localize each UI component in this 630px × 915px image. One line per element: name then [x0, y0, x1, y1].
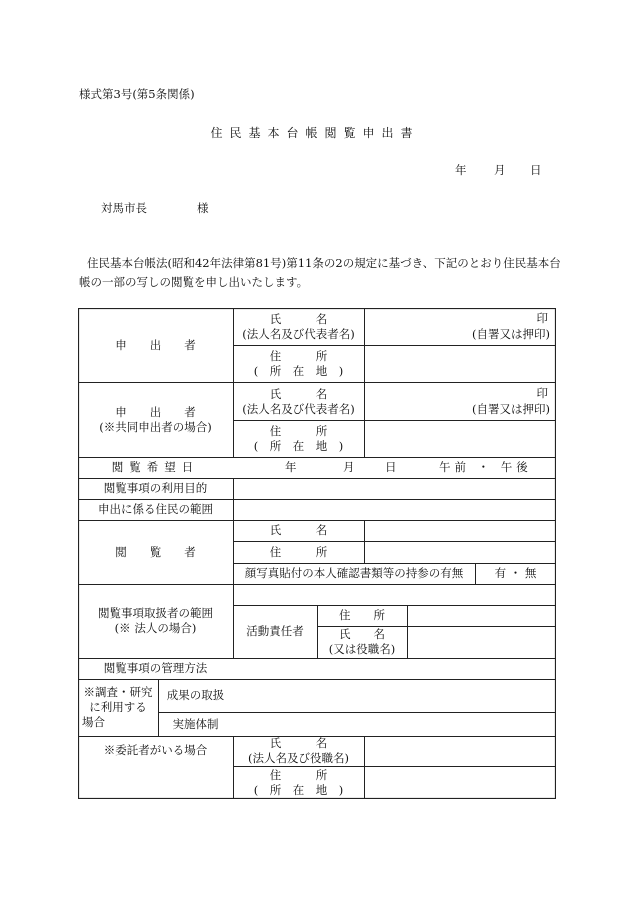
applicant-location-label: ( 所 在 地 )	[253, 363, 344, 378]
activity-manager-address-label: 住 所	[339, 608, 385, 622]
contractor-address-field[interactable]	[364, 766, 556, 799]
desired-date-month: 月	[343, 460, 355, 474]
co-applicant-header	[78, 382, 233, 457]
addressee-name: 対馬市長	[101, 201, 147, 215]
activity-manager-title-note: (又は役職名)	[328, 642, 396, 656]
applicant-address-header	[233, 345, 364, 382]
viewer-address-field[interactable]	[364, 541, 556, 563]
results-label: 成果の取扱	[166, 688, 225, 702]
scope-field[interactable]	[233, 499, 556, 520]
id-check-label: 顔写真貼付の本人確認書類等の持参の有無	[244, 566, 464, 580]
header-date-day: 日	[530, 163, 542, 177]
scope-label: 申出に係る住民の範囲	[98, 502, 213, 516]
co-applicant-signature-note: (自署又は押印)	[472, 402, 550, 416]
addressee-honorific: 様	[197, 201, 209, 215]
header-date-month: 月	[494, 163, 506, 177]
handler-scope-field[interactable]	[233, 584, 556, 605]
co-applicant-seal-mark: 印	[536, 386, 548, 400]
applicant-signature-note: (自署又は押印)	[472, 327, 550, 341]
results-field[interactable]	[233, 679, 556, 712]
handler-scope-note: (※ 法人の場合)	[114, 621, 197, 635]
contractor-address-label: 住 所	[269, 767, 328, 782]
management-label: 閲覧事項の管理方法	[103, 661, 208, 675]
desired-date-field[interactable]	[233, 457, 556, 478]
research-label-line2: に利用する	[89, 700, 147, 714]
document-title: 住民基本台帳閲覧申出書	[210, 126, 420, 140]
contractor-name-field[interactable]	[364, 736, 556, 766]
viewer-name-field[interactable]	[364, 520, 556, 541]
handler-scope-header	[78, 584, 233, 658]
co-applicant-name-label: 氏 名	[269, 386, 328, 401]
co-applicant-note: (※共同申出者の場合)	[99, 419, 212, 434]
applicant-name-header	[233, 310, 364, 344]
co-applicant-name-field[interactable]	[364, 382, 556, 420]
applicant-address-field[interactable]	[364, 345, 556, 382]
applicant-label: 申 出 者	[115, 337, 196, 352]
desired-date-day: 日	[385, 460, 397, 474]
contractor-corp-label: (法人名及び役職名)	[248, 751, 349, 765]
co-applicant-address-label: 住 所	[269, 423, 328, 438]
co-applicant-corp-rep-label: (法人名及び代表者名)	[242, 401, 355, 416]
applicant-seal-mark: 印	[536, 311, 548, 325]
purpose-label: 閲覧事項の利用目的	[103, 481, 208, 495]
contractor-location-label: ( 所 在 地 )	[253, 782, 344, 797]
viewer-address-label: 住 所	[269, 544, 328, 559]
header-date-year: 年	[455, 163, 467, 177]
contractor-address-header	[233, 766, 364, 799]
contractor-label: ※委託者がいる場合	[103, 742, 208, 757]
co-applicant-name-header	[233, 384, 364, 419]
activity-manager-name-label: 氏 名	[339, 627, 385, 641]
contractor-name-header	[233, 736, 364, 766]
viewer-name-label: 氏 名	[269, 523, 328, 537]
research-header	[78, 679, 158, 736]
activity-manager-address-field[interactable]	[407, 605, 556, 626]
co-applicant-address-field[interactable]	[364, 420, 556, 457]
desired-date-ampm: 午前 ・ 午後	[439, 460, 532, 474]
contractor-name-label: 氏 名	[269, 736, 328, 750]
applicant-name-label: 氏 名	[269, 312, 328, 326]
research-label-line3: 場合	[82, 715, 105, 729]
application-form-table	[78, 308, 556, 799]
system-field[interactable]	[233, 712, 556, 736]
applicant-address-label: 住 所	[269, 348, 328, 363]
co-applicant-label: 申 出 者	[115, 404, 196, 419]
co-applicant-location-label: ( 所 在 地 )	[253, 438, 344, 453]
viewer-label: 閲 覧 者	[115, 544, 196, 559]
intro-paragraph: 住民基本台帳法(昭和42年法律第81号)第11条の2の規定に基づき、下記のとおり住民基本台帳の一部の写しの閲覧を申し出いたします。	[79, 256, 561, 289]
applicant-corp-rep-label: (法人名及び代表者名)	[242, 327, 355, 341]
activity-manager-name-header	[317, 626, 407, 658]
co-applicant-address-header	[233, 420, 364, 457]
desired-date-year: 年	[285, 460, 297, 474]
purpose-field[interactable]	[233, 478, 556, 499]
system-label: 実施体制	[172, 716, 219, 731]
desired-date-label: 閲覧希望日	[111, 460, 200, 474]
activity-manager-label: 活動責任者	[246, 624, 304, 638]
research-label-line1: ※調査・研究	[83, 685, 153, 699]
activity-manager-name-field[interactable]	[407, 626, 556, 658]
handler-scope-label: 閲覧事項取扱者の範囲	[98, 606, 213, 620]
form-reference: 様式第3号(第5条関係)	[79, 87, 195, 101]
id-check-options[interactable]: 有 ・ 無	[494, 566, 537, 580]
applicant-name-field[interactable]	[364, 308, 556, 345]
management-field[interactable]	[233, 658, 556, 679]
